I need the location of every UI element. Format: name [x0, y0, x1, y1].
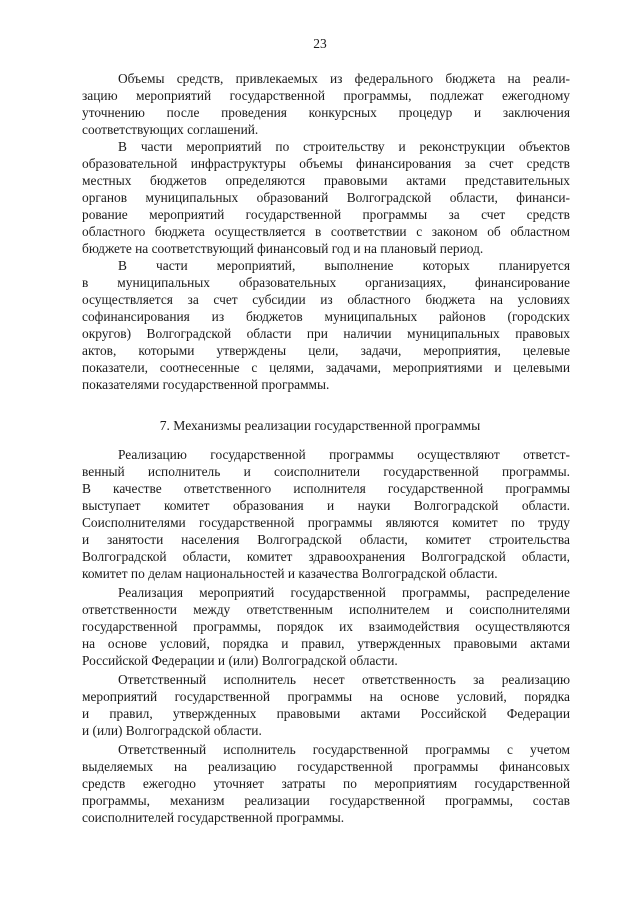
text-line: на основе условий, порядка и правил, утвержденных правовыми актами [82, 636, 570, 651]
text-line: Российской Федерации и (или) Волгоградской области. [82, 653, 398, 668]
text-line: областного бюджета осуществляется в соответствии с законом об областном [82, 224, 570, 239]
text-line: Реализация мероприятий государственной программы, распределение [118, 585, 570, 600]
text-line: актов, которыми утверждены цели, задачи, мероприятия, целевые [82, 343, 570, 358]
text-block-bottom [82, 446, 570, 826]
text-line: органов муниципальных образований Волгоградской области, финанси- [82, 190, 570, 205]
text-line: Соисполнителями государственной программы являются комитет по труду [82, 515, 570, 530]
text-line: выделяемых на реализацию государственной программы финансовых [82, 759, 570, 774]
text-line: мероприятий государственной программы на основе условий, порядка [82, 689, 570, 704]
text-line: и (или) Волгоградской области. [82, 723, 262, 738]
text-line: В части мероприятий по строительству и реконструкции объектов [118, 139, 570, 154]
text-line: Ответственный исполнитель государственной программы с учетом [118, 742, 570, 757]
text-line: государственной программы, порядок их взаимодействия осуществляются [82, 619, 570, 634]
text-line: зацию мероприятий государственной программы, подлежат ежегодному [82, 88, 570, 103]
text-line: выступает комитет образования и науки Волгоградской области. [82, 498, 570, 513]
text-line: показателями государственной программы. [82, 377, 330, 392]
text-line: средств ежегодно уточняет затраты по мероприятиям государственной [82, 776, 570, 791]
text-line: Волгоградской области, комитет здравоохранения Волгоградской области, [82, 549, 570, 564]
text-line: В качестве ответственного исполнителя государственной программы [82, 481, 570, 496]
text-line: соисполнителей государственной программы. [82, 810, 345, 825]
section-heading: 7. Механизмы реализации государственной программы [159, 418, 481, 433]
text-line: ответственности между ответственным исполнителем и соисполнителями [82, 602, 570, 617]
text-line: Объемы средств, привлекаемых из федерального бюджета на реали- [118, 71, 570, 86]
text-line: местных бюджетов определяются правовыми актами представительных [82, 173, 570, 188]
text-line: в муниципальных образовательных организациях, финансирование [82, 275, 570, 290]
text-line: осуществляется за счет субсидии из областного бюджета на условиях [82, 292, 570, 307]
text-line: рование мероприятий государственной программы за счет средств [82, 207, 570, 222]
text-line: показатели, соотнесенные с целями, задачами, мероприятиями и целевыми [82, 360, 570, 375]
text-line: венный исполнитель и соисполнители государственной программы. [82, 464, 570, 479]
text-line: В части мероприятий, выполнение которых планируется [118, 258, 570, 273]
text-line: соответствующих соглашений. [82, 122, 259, 137]
text-line: округов) Волгоградской области при наличии муниципальных правовых [82, 326, 570, 341]
text-line: уточнению после проведения конкурсных процедур и заключения [82, 105, 570, 120]
text-line: бюджете на соответствующий финансовый год и на плановый период. [82, 241, 484, 256]
text-line: и правил, утвержденных правовыми актами Российской Федерации [82, 706, 570, 721]
text-line: программы, механизм реализации государственной программы, состав [82, 793, 570, 808]
text-line: и занятости населения Волгоградской области, комитет строительства [82, 532, 570, 547]
text-line: софинансирования из бюджетов муниципальных районов (городских [82, 309, 570, 324]
page-number: 23 [313, 36, 327, 51]
text-line: комитет по делам национальностей и казачества Волгоградской области. [82, 566, 498, 581]
text-block-top [82, 70, 570, 393]
text-line: Реализацию государственной программы осуществляют ответст- [118, 447, 570, 462]
text-line: Ответственный исполнитель несет ответственность за реализацию [118, 672, 570, 687]
text-line: образовательной инфраструктуры объемы финансирования за счет средств [82, 156, 570, 171]
